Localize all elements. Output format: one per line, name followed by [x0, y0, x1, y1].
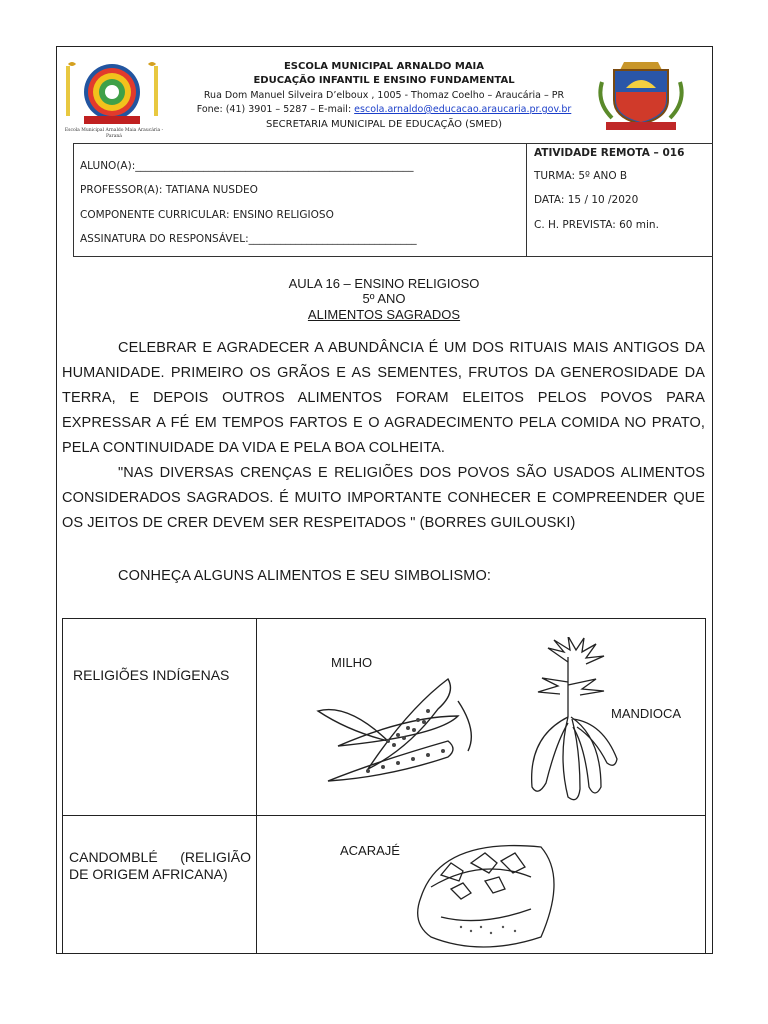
- secretariat: SECRETARIA MUNICIPAL DE EDUCAÇÃO (SMED): [266, 119, 502, 130]
- table-column-divider: [256, 619, 257, 953]
- label-acaraje: ACARAJÉ: [340, 843, 400, 858]
- acaraje-illustration: [411, 827, 561, 951]
- corn-illustration: [308, 671, 478, 801]
- school-level: EDUCAÇÃO INFANTIL E ENSINO FUNDAMENTAL: [253, 75, 515, 86]
- curricular-component: COMPONENTE CURRICULAR: ENSINO RELIGIOSO: [80, 209, 334, 221]
- student-info-left: [74, 144, 527, 256]
- cassava-illustration: [513, 637, 623, 807]
- label-corn: MILHO: [331, 655, 373, 670]
- label-cassava: MANDIOCA: [611, 706, 682, 721]
- class-group: TURMA: 5º ANO B: [534, 170, 628, 182]
- activity-date: DATA: 15 / 10 /2020: [534, 194, 639, 206]
- activity-number: ATIVIDADE REMOTA – 016: [534, 147, 685, 159]
- sacred-foods-table: [62, 618, 706, 954]
- lesson-title: AULA 16 – ENSINO RELIGIOSO: [288, 276, 480, 291]
- paragraph-abundance: CELEBRAR E AGRADECER A ABUNDÂNCIA É UM DOS RITUAIS MAIS ANTIGOS DA HUMANIDADE. PRIMEIRO OS GRÃOS E AS SEMENTES, FRUTOS DA GENEROSIDADE DA TERRA, E DEPOIS OUTROS ALIMENTOS FORAM ELEITOS PELOS POVOS PARA EXPRESSAR A FÉ EM TEMPOS FARTOS E O AGRADECIMENTO PELA COMIDA NO PRATO, PELA CONTINUIDADE DA VIDA E PELA BOA COLHEITA.: [62, 340, 705, 456]
- teacher-name: PROFESSOR(A): TATIANA NUSDEO: [80, 184, 258, 196]
- paragraph-intro: CONHEÇA ALGUNS ALIMENTOS E SEU SIMBOLISMO:: [118, 568, 491, 584]
- student-name-field[interactable]: ALUNO(A):_____________________________________________________: [80, 160, 414, 172]
- religion-indigenous: RELIGIÕES INDÍGENAS: [73, 667, 230, 683]
- guardian-signature-field[interactable]: ASSINATURA DO RESPONSÁVEL:________________________________: [80, 233, 417, 245]
- school-address: Rua Dom Manuel Silveira D’elboux , 1005 - Thomaz Coelho – Araucária – PR: [203, 90, 565, 101]
- student-info-box: [73, 143, 713, 257]
- lesson-grade: 5º ANO: [362, 291, 406, 306]
- contact-line: [0, 103, 768, 116]
- school-name: ESCOLA MUNICIPAL ARNALDO MAIA: [283, 61, 485, 72]
- email-link[interactable]: escola.arnaldo@educacao.araucaria.pr.gov.br: [354, 104, 572, 115]
- paragraph-quote: "NAS DIVERSAS CRENÇAS E RELIGIÕES DOS POVOS SÃO USADOS ALIMENTOS CONSIDERADOS SAGRADOS. É MUITO IMPORTANTE CONHECER E COMPREENDER QUE OS JEITOS DE CRER DEVEM SER RESPEITADOS " (BORRES GUILOUSKI): [62, 465, 705, 531]
- religion-candomble: CANDOMBLÉ (RELIGIÃO DE ORIGEM AFRICANA): [69, 849, 251, 882]
- table-row-divider: [63, 815, 705, 816]
- emblem-caption: Escola Municipal Arnaldo Maia Araucária - Paraná: [64, 128, 164, 139]
- phone-text: Fone: (41) 3901 – 5287 – E-mail:: [196, 104, 355, 115]
- lesson-subject: ALIMENTOS SAGRADOS: [307, 307, 461, 322]
- expected-hours: C. H. PREVISTA: 60 min.: [534, 219, 659, 231]
